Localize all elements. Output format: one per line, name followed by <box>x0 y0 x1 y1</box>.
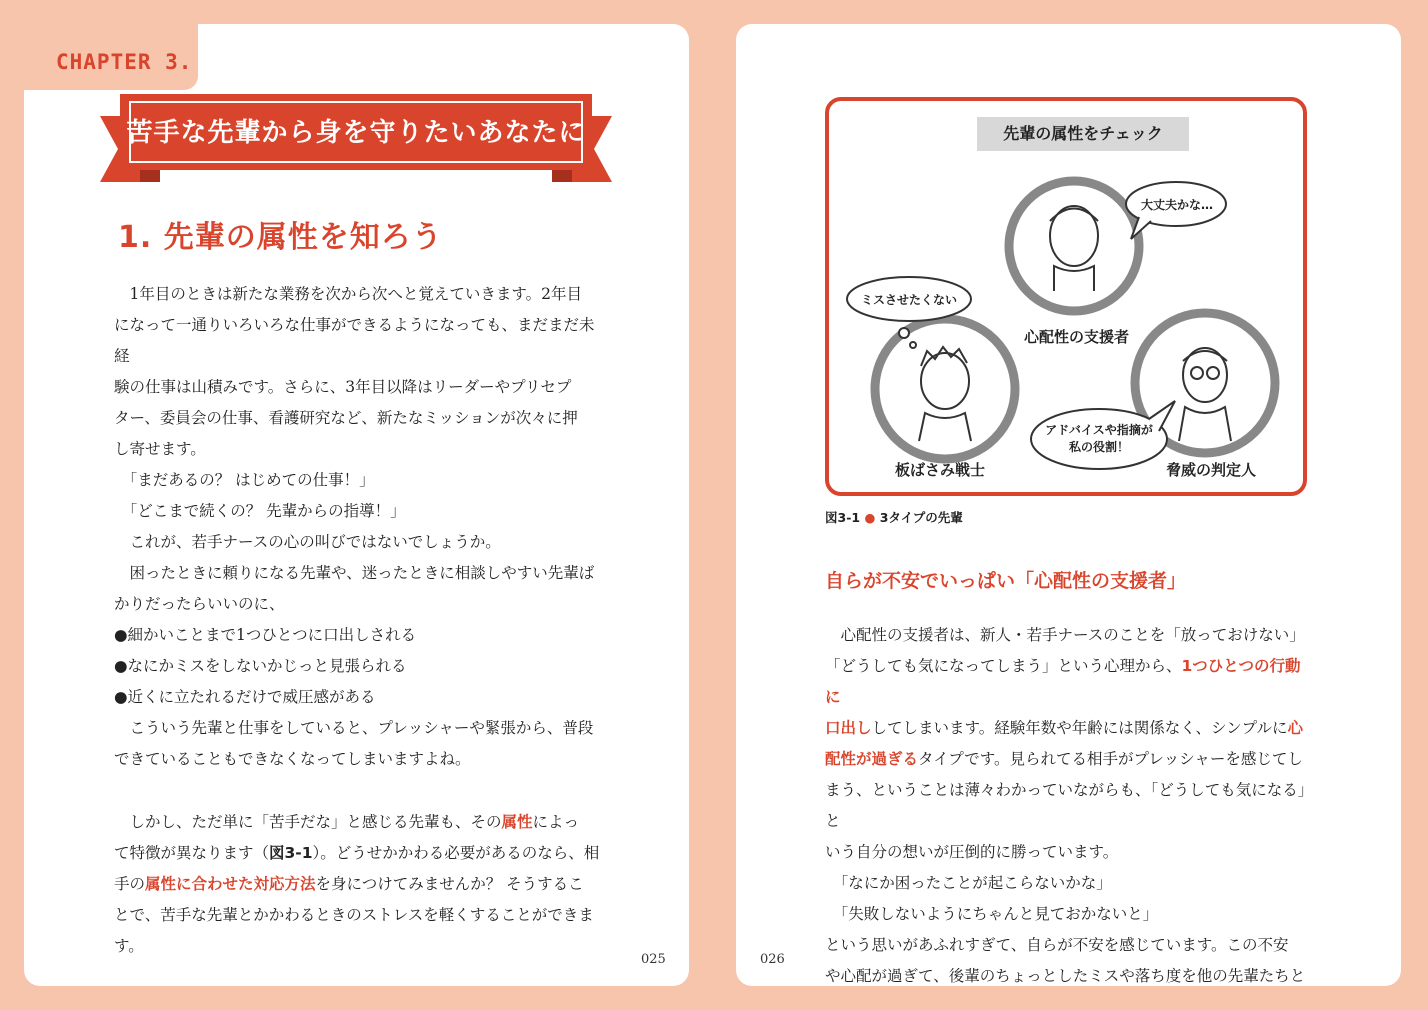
text-line: 「なにか困ったことが起こらないかな」 <box>825 874 1112 892</box>
text-line: これが、若手ナースの心の叫びではないでしょうか。 <box>114 533 501 551</box>
highlight-text: 配性が過ぎる <box>825 750 919 768</box>
bubble-judge-text-line1: アドバイスや指摘が <box>1045 423 1153 437</box>
paragraph-2 <box>114 558 604 775</box>
right-body <box>825 620 1311 992</box>
figure-caption <box>825 508 963 526</box>
caption-text: 3タイプの先輩 <box>879 510 963 525</box>
text-span: しかし、ただ単に「苦手だな」と感じる先輩も、その <box>114 813 502 831</box>
label-warrior: 板ばさみ戦士 <box>895 461 986 479</box>
text-line: という思いがあふれすぎて、自らが不安を感じています。この不安 <box>825 936 1289 954</box>
text-line: 「まだあるの？ はじめての仕事！」 <box>114 471 375 489</box>
bullet-item: ●近くに立たれるだけで威圧感がある <box>114 688 376 706</box>
page-number-right: 026 <box>760 952 785 967</box>
paragraph-3 <box>114 807 604 962</box>
text-span: て特徴が異なります（ <box>114 844 270 862</box>
circle-warrior <box>875 319 1015 459</box>
label-judge: 脅威の判定人 <box>1166 461 1257 479</box>
text-line: 験の仕事は山積みです。さらに、3年目以降はリーダーやプリセプ <box>114 378 572 396</box>
text-line: ター、委員会の仕事、看護研究など、新たなミッションが次々に押 <box>114 409 578 427</box>
banner-title: 苦手な先輩から身を守りたいあなたに <box>126 118 586 148</box>
text-span: 「どうしても気になってしまう」という心理から、 <box>825 657 1182 675</box>
text-line <box>114 838 604 869</box>
highlight-text: 心 <box>1287 719 1303 737</box>
highlight-text: 口出し <box>825 719 872 737</box>
figure-heading: 先輩の属性をチェック <box>977 117 1189 151</box>
text-line: かりだったらいいのに、 <box>114 595 285 613</box>
text-line <box>114 869 604 900</box>
text-span: してしまいます。経験年数や年齢には関係なく、シンプルに <box>871 719 1288 737</box>
figure-box <box>825 97 1307 496</box>
chapter-label: CHAPTER 3. <box>56 50 193 74</box>
bubble-warrior-text: ミスさせたくない <box>860 293 957 307</box>
label-worrier: 心配性の支援者 <box>1024 328 1130 346</box>
text-line <box>114 807 604 838</box>
text-line: 困ったときに頼りになる先輩や、迷ったときに相談しやすい先輩ば <box>114 564 595 582</box>
text-line: いう自分の想いが圧倒的に勝っています。 <box>825 843 1119 861</box>
text-span: ）。どうせかかわる必要があるのなら、相 <box>312 844 600 862</box>
caption-bullet: ● <box>864 510 876 525</box>
text-line: 心配性の支援者は、新人・若手ナースのことを「放っておけない」 <box>825 626 1305 644</box>
highlight-text: 属性に合わせた対応方法 <box>145 875 316 893</box>
circle-worrier <box>1009 181 1139 311</box>
text-span: を身につけてみませんか？ そうするこ <box>315 875 584 893</box>
caption-number: 図3-1 <box>825 510 861 525</box>
text-line: 「どこまで続くの？ 先輩からの指導！」 <box>114 502 406 520</box>
text-line: できていることもできなくなってしまいますよね。 <box>114 750 471 768</box>
text-line: 「失敗しないようにちゃんと見ておかないと」 <box>825 905 1159 923</box>
page-number-left: 025 <box>641 952 666 967</box>
highlight-text: 1つひとつの行動に <box>825 657 1301 706</box>
text-line: とで、苦手な先輩とかかわるときのストレスを軽くすることができます。 <box>114 906 594 955</box>
text-line <box>825 651 1311 713</box>
text-line <box>825 713 1311 744</box>
chapter-banner <box>100 94 612 184</box>
highlight-text: 属性 <box>501 813 533 831</box>
bubble-judge-text-line2: 私の役割！ <box>1068 440 1129 454</box>
figure-reference: 図3-1 <box>269 844 313 862</box>
bubble-worrier-text: 大丈夫かな… <box>1140 198 1213 212</box>
text-line: まう、ということは薄々わかっていながらも、「どうしても気になる」と <box>825 781 1306 830</box>
section-title: 1. 先輩の属性を知ろう <box>118 220 443 255</box>
text-line: 1年目のときは新たな業務を次から次へと覚えていきます。2年目 <box>114 285 582 303</box>
text-line: になって一通りいろいろな仕事ができるようになっても、まだまだ未経 <box>114 316 595 365</box>
text-line: や心配が過ぎて、後輩のちょっとしたミスや落ち度を他の先輩たちと <box>825 967 1306 985</box>
text-span: によっ <box>532 813 580 831</box>
text-span: 手の <box>114 875 146 893</box>
text-line: し寄せます。 <box>114 440 206 458</box>
bullet-item: ●なにかミスをしないかじっと見張られる <box>114 657 407 675</box>
bullet-item: ●細かいことまで1つひとつに口出しされる <box>114 626 417 644</box>
chapter-tab <box>24 24 198 90</box>
subheading: 自らが不安でいっぱい「心配性の支援者」 <box>825 570 1187 592</box>
paragraph-1 <box>114 279 604 558</box>
text-line <box>825 744 1311 775</box>
text-line: こういう先輩と仕事をしていると、プレッシャーや緊張から、普段 <box>114 719 594 737</box>
text-span: タイプです。見られてる相手がプレッシャーを感じてし <box>918 750 1303 768</box>
